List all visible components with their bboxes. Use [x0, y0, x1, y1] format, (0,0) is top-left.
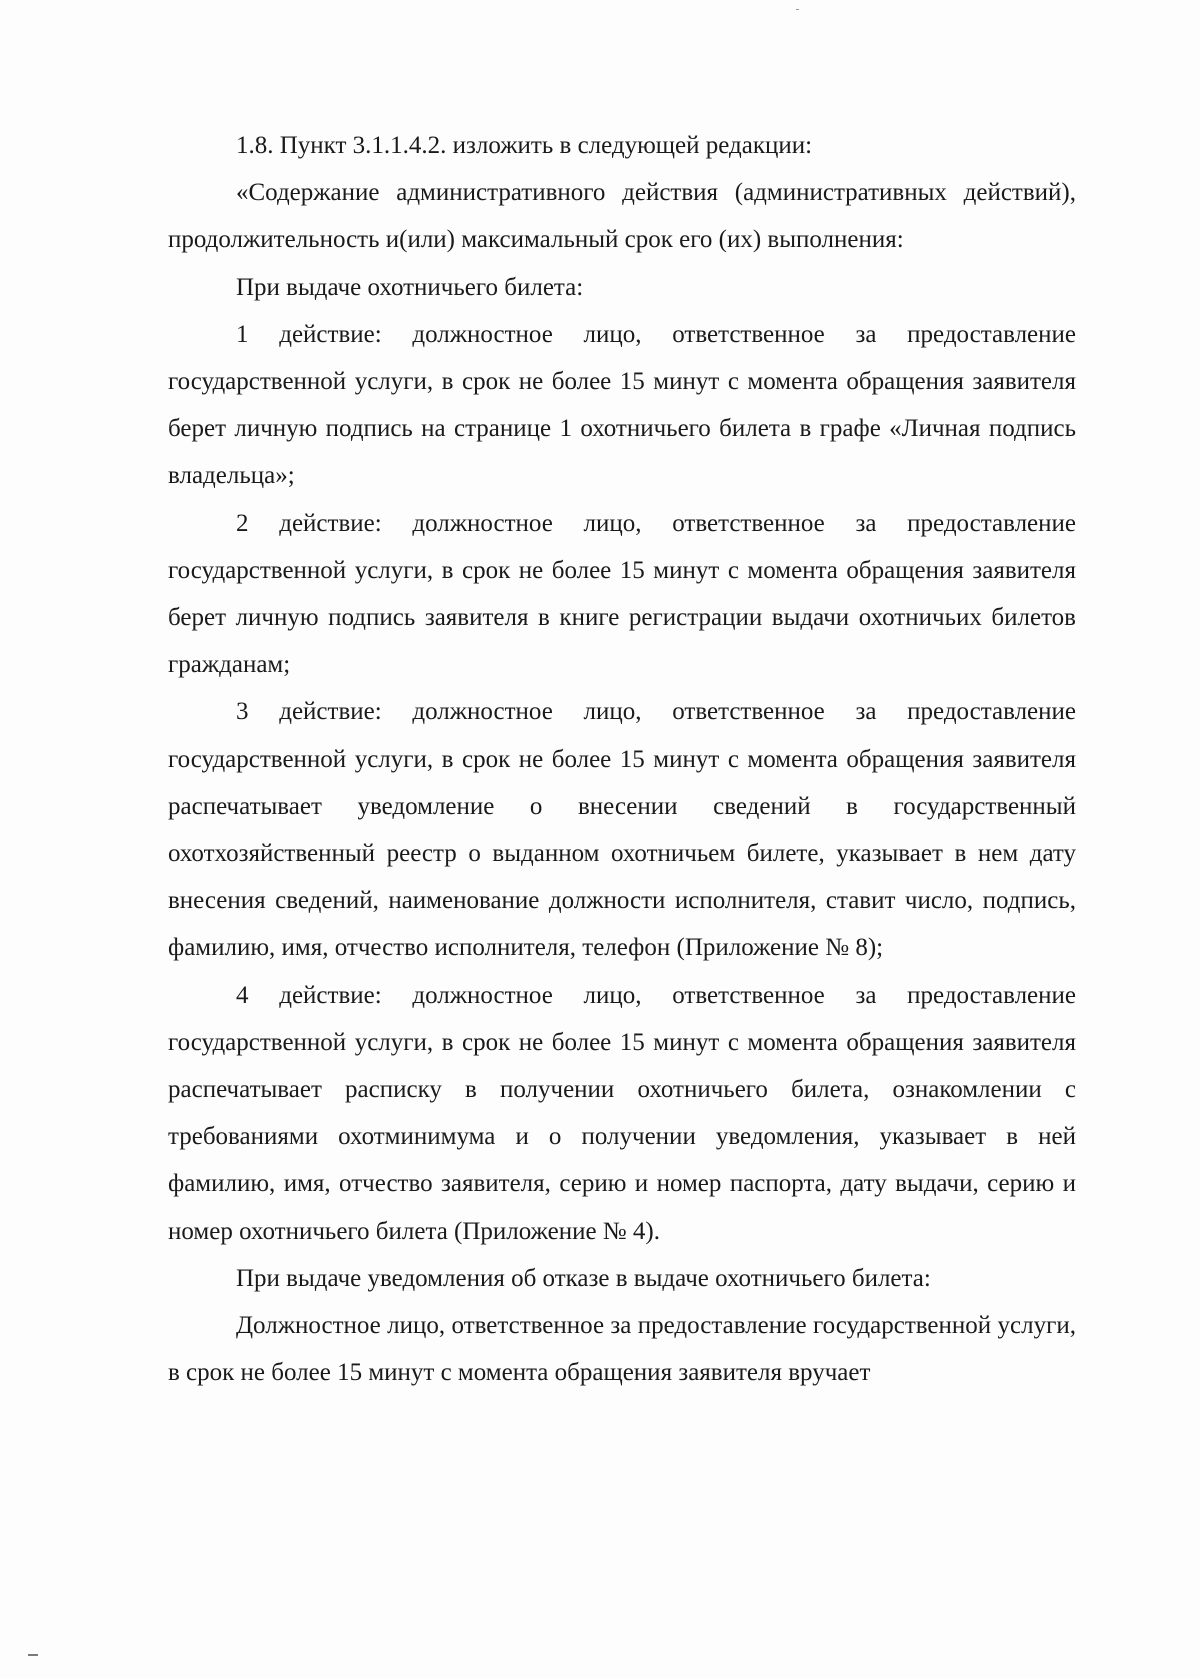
paragraph-action-2: 2 действие: должностное лицо, ответственное за предоставление государственной услуги, в срок не более 15 минут с момента обращения заявителя берет личную подпись заявителя в книге регистрации выдачи охотничьих билетов гражданам;: [168, 509, 1076, 679]
paragraph-action-1: 1 действие: должностное лицо, ответственное за предоставление государственной услуги, в срок не более 15 минут с момента обращения заявителя берет личную подпись на странице 1 охотничьего билета в графе «Личная подпись владельца»;: [168, 320, 1076, 490]
paragraph-refusal-action: Должностное лицо, ответственное за предоставление государственной услуги, в срок не более 15 минут с момента обращения заявителя вручает: [168, 1312, 1076, 1387]
paragraph-refusal-heading: При выдаче уведомления об отказе в выдаче охотничьего билета:: [236, 1264, 931, 1292]
paragraph-action-3: 3 действие: должностное лицо, ответственное за предоставление государственной услуги, в срок не более 15 минут с момента обращения заявителя распечатывает уведомление о внесении сведений в государственный охотхозяйственный реестр о выданном охотничьем билете, указывает в нем дату внесения сведений, наименование должности исполнителя, ставит число, подпись, фамилию, имя, отчество исполнителя, телефон (Приложение № 8);: [168, 698, 1076, 962]
document-body: [168, 122, 1076, 1396]
scan-artifact: [28, 1654, 38, 1656]
paragraph-action-4: 4 действие: должностное лицо, ответственное за предоставление государственной услуги, в срок не более 15 минут с момента обращения заявителя распечатывает расписку в получении охотничьего билета, ознакомлении с требованиями охотминимума и о получении уведомления, указывает в ней фамилию, имя, отчество заявителя, серию и номер паспорта, дату выдачи, серию и номер охотничьего билета (Приложение № 4).: [168, 981, 1076, 1245]
paragraph-amendment-heading: 1.8. Пункт 3.1.1.4.2. изложить в следующей редакции:: [236, 132, 813, 159]
paragraph-quoted-intro: «Содержание административного действия (административных действий), продолжительность и(или) максимальный срок его (их) выполнения:: [168, 179, 1076, 254]
paragraph-issuance-heading: При выдаче охотничьего билета:: [236, 273, 584, 301]
scan-artifact: [796, 9, 799, 10]
